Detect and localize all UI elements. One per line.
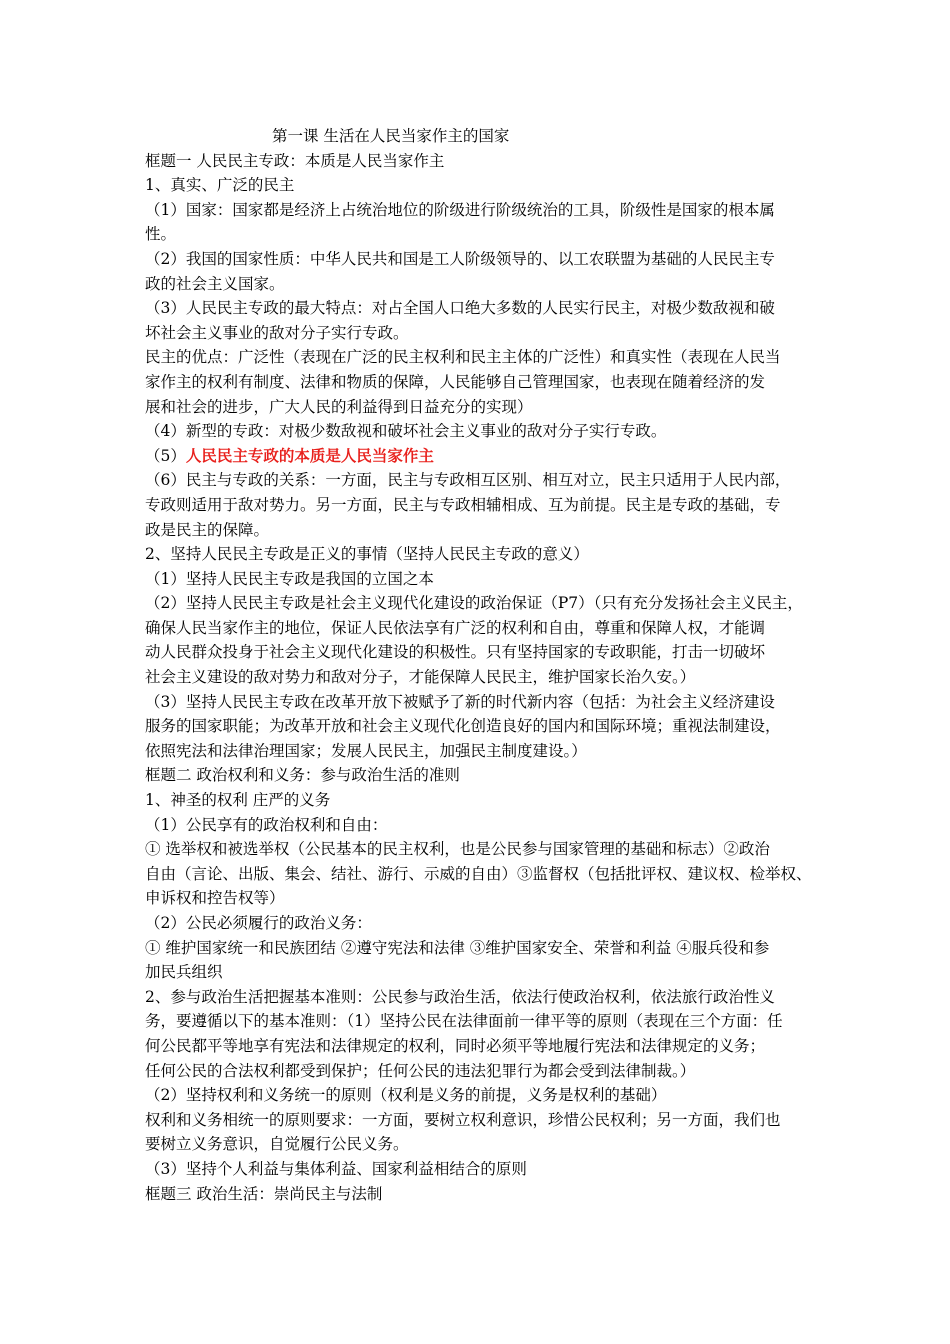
paragraph-line: （2）我国的国家性质：中华人民共和国是工人阶级领导的、以工农联盟为基础的人民民主专 [145,249,775,268]
paragraph-line: 务，要遵循以下的基本准则：（1）坚持公民在法律面前一律平等的原则（表现在三个方面：任 [145,1012,783,1031]
section-heading: 框题一 人民民主专政：本质是人民当家作主 [145,151,445,170]
paragraph-line: （3）坚持个人利益与集体利益、国家利益相结合的原则 [145,1159,527,1178]
subheading: 1、真实、广泛的民主 [145,176,295,195]
highlighted-key-point: 人民民主专政的本质是人民当家作主 [185,445,434,465]
paragraph-line: （1）坚持人民民主专政是我国的立国之本 [145,569,434,588]
paragraph-line: （6）民主与专政的关系：一方面，民主与专政相互区别、相互对立，民主只适用于人民内部， [145,471,791,490]
paragraph-line: 自由（言论、出版、集会、结社、游行、示威的自由）③监督权（包括批评权、建议权、检举权、 [145,864,812,883]
paragraph-line: （3）坚持人民民主专政在改革开放下被赋予了新的时代新内容（包括：为社会主义经济建设 [145,692,775,711]
paragraph-line: 专政则适用于敌对势力。另一方面，民主与专政相辅相成、互为前提。民主是专政的基础，专 [145,495,781,514]
paragraph-line: ① 维护国家统一和民族团结 ②遵守宪法和法律 ③维护国家安全、荣誉和利益 ④服兵役和参 [145,938,770,957]
subheading: 1、神圣的权利 庄严的义务 [145,791,331,810]
paragraph-line: 申诉权和控告权等） [145,889,285,908]
paragraph-line: （1）国家：国家都是经济上占统治地位的阶级进行阶级统治的工具，阶级性是国家的根本属 [145,200,775,219]
lesson-title: 第一课 生活在人民当家作主的国家 [272,127,510,145]
paragraph-line: 家作主的权利有制度、法律和物质的保障，人民能够自己管理国家，也表现在随着经济的发 [145,372,766,391]
highlight-line [145,444,813,469]
paragraph-line: 服务的国家职能；为改革开放和社会主义现代化创造良好的国内和国际环境；重视法制建设， [145,717,781,736]
paragraph-line: 确保人民当家作主的地位，保证人民依法享有广泛的权利和自由，尊重和保障人权，才能调 [145,618,766,637]
paragraph-line: （2）坚持人民民主专政是社会主义现代化建设的政治保证（P7）（只有充分发扬社会主义民主， [145,594,803,613]
paragraph-line: 展和社会的进步，广大人民的利益得到日益充分的实现） [145,397,533,416]
paragraph-line: 动人民群众投身于社会主义现代化建设的积极性。只有坚持国家的专政职能，打击一切破坏 [145,643,766,662]
subheading: 2、坚持人民民主专政是正义的事情（坚持人民民主专政的意义） [145,545,589,564]
paragraph-line: 民主的优点：广泛性（表现在广泛的民主权利和民主主体的广泛性）和真实性（表现在人民当 [145,348,781,367]
paragraph-line: 依照宪法和法律治理国家；发展人民民主，加强民主制度建设。） [145,741,587,760]
paragraph-line: 要树立义务意识，自觉履行公民义务。 [145,1135,409,1154]
paragraph-line: 任何公民的合法权利都受到保护；任何公民的违法犯罪行为都会受到法律制裁。） [145,1061,696,1080]
paragraph-line: 政的社会主义国家。 [145,274,285,293]
paragraph-line: （1）公民享有的政治权利和自由： [145,815,388,834]
document-body [145,124,813,1206]
paragraph-line: （4）新型的专政：对极少数敌视和破坏社会主义事业的敌对分子实行专政。 [145,422,667,441]
paragraph-line: 政是民主的保障。 [145,520,270,539]
paragraph-line: 坏社会主义事业的敌对分子实行专政。 [145,323,409,342]
paragraph-line: 社会主义建设的敌对势力和敌对分子，才能保障人民民主，维护国家长治久安。） [145,668,696,687]
paragraph-line: （3）人民民主专政的最大特点：对占全国人口绝大多数的人民实行民主，对极少数敌视和破 [145,299,775,318]
item-number: （5） [145,446,186,465]
paragraph-line: ① 选举权和被选举权（公民基本的民主权利，也是公民参与国家管理的基础和标志）②政治 [145,840,770,859]
paragraph-line: 权利和义务相统一的原则要求：一方面，要树立权利意识，珍惜公民权利；另一方面，我们也 [145,1110,781,1129]
paragraph-line: 2、参与政治生活把握基本准则：公民参与政治生活，依法行使政治权利，依法旅行政治性义 [145,987,775,1006]
section-heading: 框题三 政治生活：崇尚民主与法制 [145,1184,383,1203]
paragraph-line: 加民兵组织 [145,963,223,982]
section-heading: 框题二 政治权利和义务：参与政治生活的准则 [145,766,460,785]
paragraph-line: 性。 [145,225,177,244]
paragraph-line: （2）公民必须履行的政治义务： [145,914,372,932]
paragraph-line: （2）坚持权利和义务统一的原则（权利是义务的前提，义务是权利的基础） [145,1086,667,1105]
paragraph-line: 何公民都平等地享有宪法和法律规定的权利，同时必须平等地履行宪法和法律规定的义务； [145,1036,766,1055]
